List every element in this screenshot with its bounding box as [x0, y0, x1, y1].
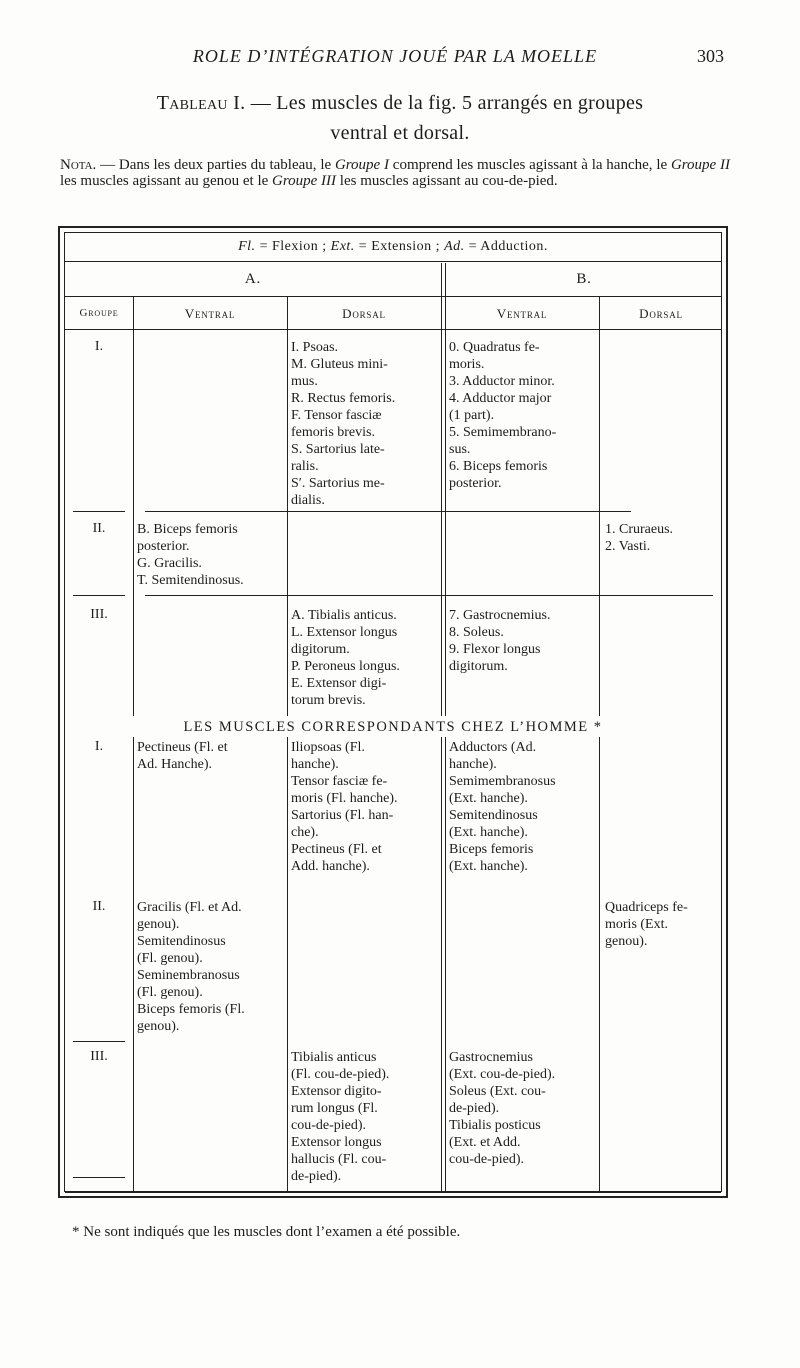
- col-rule-part-split-a: [441, 263, 446, 716]
- part-header-rule: [65, 296, 721, 297]
- cell-b-1-ventral-b: Adductors (Ad. hanche). Semimembranosus (Ext. hanche). Semitendinosus (Ext. hanche). Biceps femoris (Ext. hanche).: [449, 740, 556, 874]
- col-rule-part-split-b: [441, 737, 446, 1192]
- column-header-ventral-b: Ventral: [496, 306, 548, 321]
- caption-label: Tableau I.: [156, 92, 246, 114]
- col-rule-ventral-a-b: [287, 737, 288, 1192]
- column-header-dorsal-a: Dorsal: [342, 306, 386, 321]
- row-rule-a2b: [145, 595, 631, 596]
- cell-b-3-dorsal-a: Tibialis anticus (Fl. cou-de-pied). Extensor digito- rum longus (Fl. cou-de-pied). Extensor longus hallucis (Fl. cou- de-pied).: [291, 1050, 390, 1184]
- running-head: [0, 46, 800, 70]
- col-rule-ventral-b: [599, 296, 600, 716]
- cell-b-1-dorsal-a: Iliopsoas (Fl. hanche). Tensor fasciæ fe- moris (Fl. hanche). Sartorius (Fl. han- che). Pectineus (Fl. et Add. hanche).: [291, 740, 398, 874]
- row-rule-a2: [73, 595, 125, 596]
- note-label: Nota.: [60, 157, 97, 173]
- row-rule-a1: [73, 511, 125, 512]
- cell-a-3-ventral-b: 7. Gastrocnemius. 8. Soleus. 9. Flexor longus digitorum.: [449, 608, 551, 674]
- col-rule-ventral-b-b: [599, 737, 600, 1192]
- note-text-1: — Dans les deux parties du tableau, le: [96, 157, 335, 173]
- note-text-4: les muscles agissant au cou-de-pied.: [336, 173, 558, 189]
- row-rule-b2: [73, 1041, 125, 1042]
- note-paragraph: [60, 157, 730, 189]
- cell-b-2-dorsal-b: Quadriceps fe- moris (Ext. genou).: [605, 900, 688, 949]
- table-inner-frame: [64, 232, 722, 1192]
- legend-ext-abbr: Ext.: [330, 239, 355, 254]
- row-rule-a2c: [605, 595, 713, 596]
- legend-rule: [65, 261, 721, 262]
- legend-ad-abbr: Ad.: [444, 239, 465, 254]
- row-rule-a1b: [145, 511, 631, 512]
- note-group-2: Groupe II: [670, 157, 730, 173]
- section-b-title: LES MUSCLES CORRESPONDANTS CHEZ L’HOMME *: [183, 719, 603, 735]
- note-text-3: les muscles agissant au genou et le: [60, 173, 273, 189]
- note-text-2: comprend les muscles agissant à la hanche, le: [389, 157, 671, 173]
- cell-a-2-dorsal-b: 1. Cruraeus. 2. Vasti.: [605, 522, 674, 554]
- cell-a-1-dorsal-a: I. Psoas. M. Gluteus mini- mus. R. Rectus femoris. F. Tensor fasciæ femoris brevis. S. Sartorius late- ralis. S′. Sartorius me- dialis.: [291, 340, 396, 508]
- muscle-table: [58, 226, 728, 1198]
- group-label-a-3: III.: [90, 607, 108, 622]
- table-caption: [60, 88, 740, 148]
- col-rule-ventral-a: [287, 296, 288, 716]
- part-b-header: B.: [576, 271, 592, 287]
- group-label-b-2: II.: [92, 899, 106, 914]
- legend-fl-abbr: Fl.: [238, 239, 256, 254]
- group-label-b-3: III.: [90, 1049, 108, 1064]
- note-group-1: Groupe I: [334, 157, 389, 173]
- caption-text-line2: ventral et dorsal.: [330, 122, 470, 144]
- column-header-dorsal-b: Dorsal: [639, 306, 683, 321]
- cell-a-2-ventral-a: B. Biceps femoris posterior. G. Gracilis. T. Semitendinosus.: [137, 522, 244, 588]
- running-title: ROLE D’INTÉGRATION JOUÉ PAR LA MOELLE: [192, 46, 598, 66]
- table-legend: [65, 239, 721, 255]
- legend-ad-text: = Adduction.: [464, 239, 548, 254]
- cell-b-3-ventral-b: Gastrocnemius (Ext. cou-de-pied). Soleus (Ext. cou- de-pied). Tibialis posticus (Ext. et Add. cou-de-pied).: [449, 1050, 556, 1167]
- col-rule-groupe-a: [133, 296, 134, 716]
- row-rule-b3: [73, 1177, 125, 1178]
- col-rule-groupe-b: [133, 737, 134, 1192]
- column-header-rule: [65, 329, 721, 330]
- part-a-header: A.: [244, 271, 262, 287]
- page-number: 303: [697, 46, 724, 66]
- legend-fl-text: = Flexion ;: [255, 239, 331, 254]
- group-label-a-1: I.: [94, 339, 104, 354]
- group-label-a-2: II.: [92, 521, 106, 536]
- legend-ext-text: = Extension ;: [354, 239, 445, 254]
- note-group-3: Groupe III: [272, 173, 337, 189]
- cell-a-1-ventral-b: 0. Quadratus fe- moris. 3. Adductor minor. 4. Adductor major (1 part). 5. Semimembrano- sus. 6. Biceps femoris posterior.: [449, 340, 557, 491]
- cell-b-2-ventral-a: Gracilis (Fl. et Ad. genou). Semitendinosus (Fl. genou). Seminembranosus (Fl. genou). Biceps femoris (Fl. genou).: [137, 900, 245, 1034]
- cell-b-1-ventral-a: Pectineus (Fl. et Ad. Hanche).: [137, 740, 228, 772]
- column-header-groupe: Groupe: [79, 307, 119, 319]
- cell-a-3-dorsal-a: A. Tibialis anticus. L. Extensor longus digitorum. P. Peroneus longus. E. Extensor digi- torum brevis.: [291, 608, 400, 708]
- column-header-ventral-a: Ventral: [184, 306, 236, 321]
- caption-text-line1: — Les muscles de la fig. 5 arrangés en groupes: [245, 92, 644, 114]
- footnote: * Ne sont indiqués que les muscles dont l’examen a été possible.: [72, 1224, 461, 1240]
- table-bottom-rule: [65, 1192, 721, 1193]
- group-label-b-1: I.: [94, 739, 104, 754]
